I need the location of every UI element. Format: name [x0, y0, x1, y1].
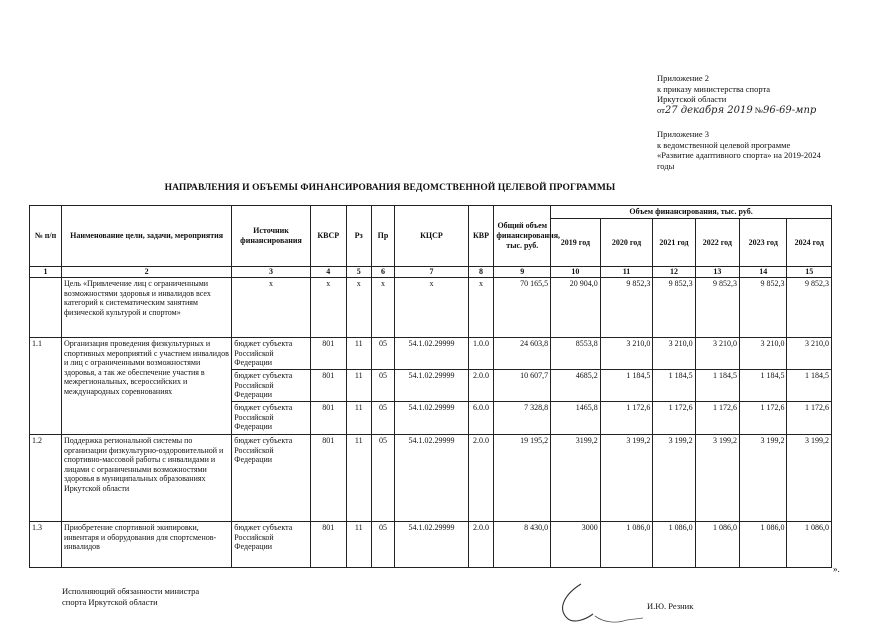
item-1-1-a-2022: 3 210,0 — [695, 338, 739, 370]
item-1-3-kcsr: 54.1.02.29999 — [395, 522, 468, 568]
signature-graphic — [555, 580, 645, 630]
signatory-position-line-1: Исполняющий обязанности министра — [62, 586, 200, 596]
goal-total: 70 165,5 — [494, 278, 551, 338]
item-1-1-b-2020: 1 184,5 — [600, 370, 653, 402]
item-1-3-num: 1.3 — [30, 522, 62, 568]
annex-2-from-prefix: от — [657, 104, 665, 115]
item-1-3-kvr: 2.0.0 — [468, 522, 494, 568]
annex-2-order-line: к приказу министерства спорта — [657, 83, 771, 94]
item-1-2-pr: 05 — [371, 435, 395, 522]
item-1-1-b-kcsr: 54.1.02.29999 — [395, 370, 468, 402]
item-1-1-a-kvsr: 801 — [310, 338, 346, 370]
item-1-3-rz: 11 — [346, 522, 371, 568]
item-1-1-b-rz: 11 — [346, 370, 371, 402]
item-1-1-a-2019: 8553,8 — [551, 338, 601, 370]
item-1-1-c-source: бюджет субъекта Российской Федерации — [232, 402, 310, 435]
item-1-1-c-2021: 1 172,6 — [653, 402, 695, 435]
item-1-3-2020: 1 086,0 — [600, 522, 653, 568]
item-1-2-2021: 3 199,2 — [653, 435, 695, 522]
item-1-1-c-kcsr: 54.1.02.29999 — [395, 402, 468, 435]
item-1-2-source: бюджет субъекта Российской Федерации — [232, 435, 310, 522]
item-1-3-name: Приобретение спортивной экипировки, инвентаря и оборудования для спортсменов-инвалидов — [61, 522, 231, 568]
annex-3-block — [657, 129, 821, 171]
item-1-1-c-total: 7 328,8 — [494, 402, 551, 435]
col-num: 6 — [371, 267, 395, 278]
item-1-2-name: Поддержка региональной системы по организации физкультурно-оздоровительной и спортивно-массовой работы с инвалидами и лицами с ограниченными возможностями здоровья в муниципальных образованиях Иркутской области — [61, 435, 231, 522]
col-num: 11 — [600, 267, 653, 278]
header-year-2024: 2024 год — [787, 219, 832, 267]
item-1-1-b-2023: 1 184,5 — [740, 370, 787, 402]
item-1-1-a-kcsr: 54.1.02.29999 — [395, 338, 468, 370]
item-1-1-b-total: 10 607,7 — [494, 370, 551, 402]
col-num: 14 — [740, 267, 787, 278]
col-num: 7 — [395, 267, 468, 278]
header-name: Наименование цели, задачи, мероприятия — [61, 206, 231, 267]
item-1-1-a-source: бюджет субъекта Российской Федерации — [232, 338, 310, 370]
header-year-2020: 2020 год — [600, 219, 653, 267]
col-num: 13 — [695, 267, 739, 278]
item-1-1-a-kvr: 1.0.0 — [468, 338, 494, 370]
annex-3-program-name-line: «Развитие адаптивного спорта» на 2019-2024 — [657, 150, 821, 160]
item-1-1-c-2020: 1 172,6 — [600, 402, 653, 435]
item-1-1-a-pr: 05 — [371, 338, 395, 370]
col-num: 1 — [30, 267, 62, 278]
goal-2020: 9 852,3 — [600, 278, 653, 338]
closing-quote-mark: ». — [833, 564, 840, 574]
item-1-2-kvr: 2.0.0 — [468, 435, 494, 522]
document-title: НАПРАВЛЕНИЯ И ОБЪЕМЫ ФИНАНСИРОВАНИЯ ВЕДОМСТВЕННОЙ ЦЕЛЕВОЙ ПРОГРАММЫ — [164, 183, 616, 193]
item-1-3-source: бюджет субъекта Российской Федерации — [232, 522, 310, 568]
col-num: 4 — [310, 267, 346, 278]
item-1-2-row — [30, 435, 832, 522]
item-1-3-2019: 3000 — [551, 522, 601, 568]
col-num: 5 — [346, 267, 371, 278]
annex-2-date-number-line — [657, 105, 816, 117]
item-1-1-a-2021: 3 210,0 — [653, 338, 695, 370]
item-1-3-2021: 1 086,0 — [653, 522, 695, 568]
item-1-1-b-2024: 1 184,5 — [787, 370, 832, 402]
goal-2024: 9 852,3 — [787, 278, 832, 338]
header-pr: Пр — [371, 206, 395, 267]
item-1-2-kvsr: 801 — [310, 435, 346, 522]
item-1-3-kvsr: 801 — [310, 522, 346, 568]
item-1-1-a-2024: 3 210,0 — [787, 338, 832, 370]
item-1-1-c-2023: 1 172,6 — [740, 402, 787, 435]
header-source: Источник финансирования — [232, 206, 310, 267]
header-kcsr: КЦСР — [395, 206, 468, 267]
item-1-1-b-2019: 4685,2 — [551, 370, 601, 402]
goal-2023: 9 852,3 — [740, 278, 787, 338]
header-num: № п/п — [30, 206, 62, 267]
item-1-3-total: 8 430,0 — [494, 522, 551, 568]
annex-2-number-prefix: № — [754, 104, 763, 115]
col-num: 15 — [787, 267, 832, 278]
header-year-2023: 2023 год — [740, 219, 787, 267]
goal-name: Цель «Привлечение лиц с ограниченными возможностями здоровья и инвалидов всех категорий к систематическим занятиям физической культурой и спортом» — [61, 278, 231, 338]
item-1-1-b-2022: 1 184,5 — [695, 370, 739, 402]
signer-name: И.Ю. Резник — [647, 601, 694, 611]
item-1-1-row-a — [30, 338, 832, 370]
annex-3-years-line: годы — [657, 160, 675, 171]
item-1-3-2024: 1 086,0 — [787, 522, 832, 568]
header-row-1 — [30, 206, 832, 219]
item-1-3-2022: 1 086,0 — [695, 522, 739, 568]
item-1-3-row — [30, 522, 832, 568]
header-rz: Рз — [346, 206, 371, 267]
header-total: Общий объем финансирования, тыс. руб. — [494, 206, 551, 267]
item-1-1-a-2020: 3 210,0 — [600, 338, 653, 370]
item-1-1-c-kvsr: 801 — [310, 402, 346, 435]
header-year-2019: 2019 год — [551, 219, 601, 267]
item-1-1-num: 1.1 — [30, 338, 62, 435]
item-1-2-2024: 3 199,2 — [787, 435, 832, 522]
signatory-position-line-2: спорта Иркутской области — [62, 597, 158, 607]
item-1-1-c-rz: 11 — [346, 402, 371, 435]
col-num: 8 — [468, 267, 494, 278]
column-numbers-row — [30, 267, 832, 278]
item-1-3-2023: 1 086,0 — [740, 522, 787, 568]
header-kvsr: КВСР — [310, 206, 346, 267]
goal-source: х — [232, 278, 310, 338]
item-1-1-b-pr: 05 — [371, 370, 395, 402]
goal-kvr: х — [468, 278, 494, 338]
item-1-2-num: 1.2 — [30, 435, 62, 522]
annex-2-region-line: Иркутской области — [657, 94, 727, 104]
item-1-2-rz: 11 — [346, 435, 371, 522]
goal-rz: х — [346, 278, 371, 338]
item-1-1-b-kvr: 2.0.0 — [468, 370, 494, 402]
goal-pr: х — [371, 278, 395, 338]
header-year-2022: 2022 год — [695, 219, 739, 267]
annex-3-title: Приложение 3 — [657, 129, 709, 139]
item-1-1-c-kvr: 6.0.0 — [468, 402, 494, 435]
footer-signatory — [62, 586, 199, 608]
item-1-2-total: 19 195,2 — [494, 435, 551, 522]
annex-2-block — [657, 73, 816, 116]
item-1-1-a-rz: 11 — [346, 338, 371, 370]
item-1-2-2023: 3 199,2 — [740, 435, 787, 522]
col-num: 3 — [232, 267, 310, 278]
item-1-3-pr: 05 — [371, 522, 395, 568]
annex-2-title: Приложение 2 — [657, 73, 709, 83]
item-1-1-a-2023: 3 210,0 — [740, 338, 787, 370]
item-1-1-b-source: бюджет субъекта Российской Федерации — [232, 370, 310, 402]
header-kvr: КВР — [468, 206, 494, 267]
financing-table — [29, 205, 832, 568]
goal-num — [30, 278, 62, 338]
goal-2021: 9 852,3 — [653, 278, 695, 338]
col-num: 10 — [551, 267, 601, 278]
goal-row — [30, 278, 832, 338]
goal-kcsr: х — [395, 278, 468, 338]
col-num: 12 — [653, 267, 695, 278]
item-1-1-c-pr: 05 — [371, 402, 395, 435]
goal-2019: 20 904,0 — [551, 278, 601, 338]
item-1-2-2019: 3199,2 — [551, 435, 601, 522]
annex-3-program-line: к ведомственной целевой программе — [657, 139, 791, 150]
handwritten-signature — [555, 580, 645, 635]
col-num: 2 — [61, 267, 231, 278]
goal-kvsr: х — [310, 278, 346, 338]
item-1-2-2020: 3 199,2 — [600, 435, 653, 522]
item-1-2-2022: 3 199,2 — [695, 435, 739, 522]
header-volume-group: Объем финансирования, тыс. руб. — [551, 206, 832, 219]
item-1-1-b-2021: 1 184,5 — [653, 370, 695, 402]
goal-2022: 9 852,3 — [695, 278, 739, 338]
item-1-1-c-2022: 1 172,6 — [695, 402, 739, 435]
item-1-1-a-total: 24 603,8 — [494, 338, 551, 370]
handwritten-date: 27 декабря 2019 — [664, 104, 753, 116]
item-1-1-c-2019: 1465,8 — [551, 402, 601, 435]
header-year-2021: 2021 год — [653, 219, 695, 267]
item-1-2-kcsr: 54.1.02.29999 — [395, 435, 468, 522]
item-1-1-b-kvsr: 801 — [310, 370, 346, 402]
item-1-1-name: Организация проведения физкультурных и спортивных мероприятий с участием инвалидов и лиц с ограниченными возможностями здоровья, а так же обеспечение участия в межрегиональных, всероссийских и международных соревнованиях — [61, 338, 231, 435]
col-num: 9 — [494, 267, 551, 278]
handwritten-order-number: 96-69-мпр — [762, 104, 817, 116]
item-1-1-c-2024: 1 172,6 — [787, 402, 832, 435]
